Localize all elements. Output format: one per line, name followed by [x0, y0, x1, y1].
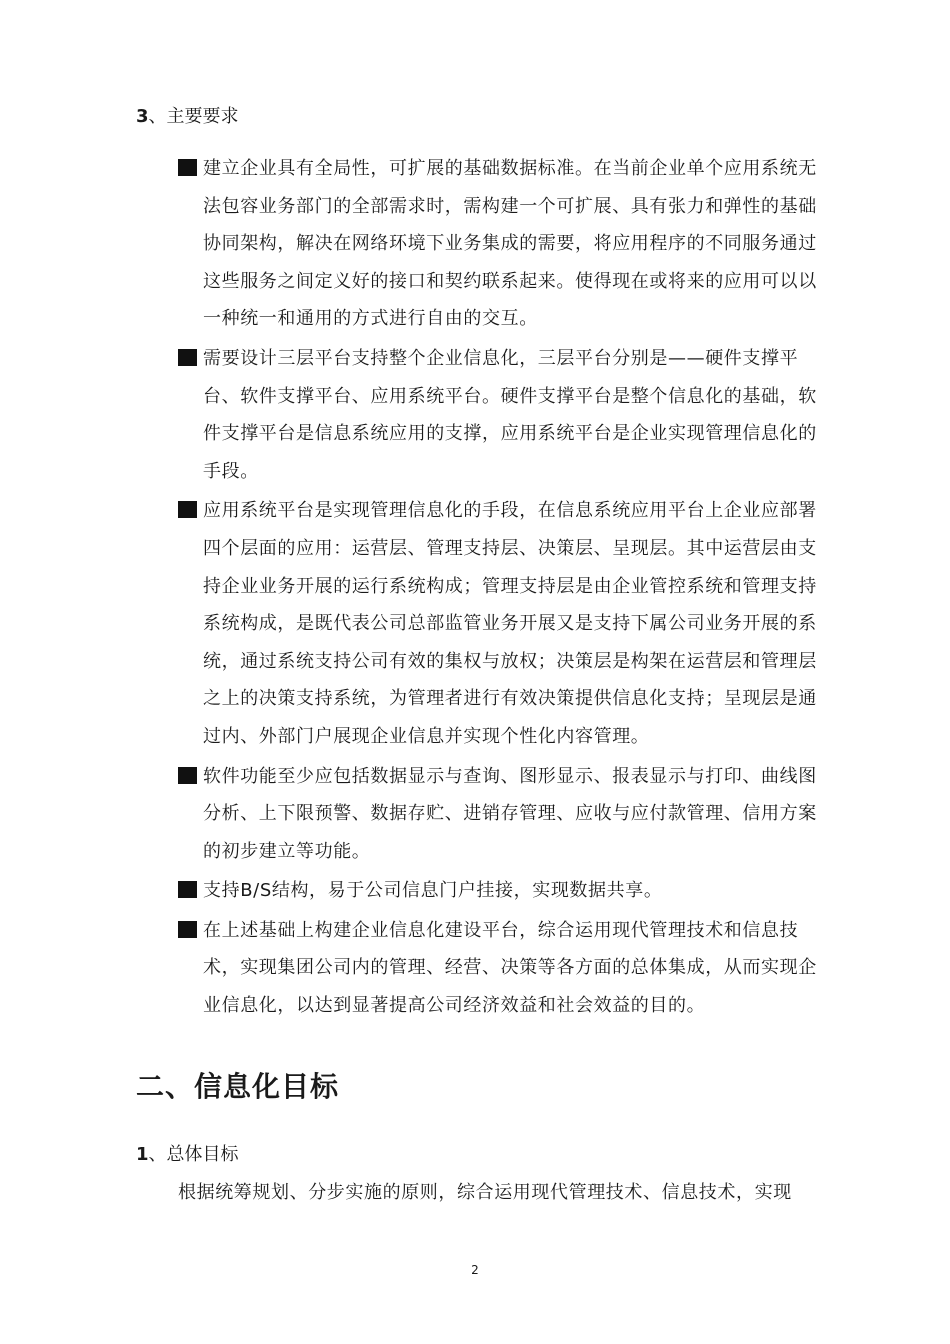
list-item-text: 建立企业具有全局性，可扩展的基础数据标准。在当前企业单个应用系统无法包容业务部门的全部需求时，需构建一个可扩展、具有张力和弹性的基础协同架构，解决在网络环境下业务集成的需要，将应用程序的不同服务通过这些服务之间定义好的接口和契约联系起来。使得现在或将来的应用可以以一种统一和通用的方式进行自由的交互。: [203, 158, 817, 330]
chapter-heading: 二、信息化目标: [136, 1070, 340, 1103]
square-bullet-icon: [178, 881, 197, 898]
list-item: [178, 758, 828, 871]
square-bullet-icon: [178, 159, 197, 176]
page-number: 2: [471, 1263, 479, 1277]
subsection-heading-overall-goal: [136, 1143, 239, 1167]
requirements-list: [178, 150, 828, 1027]
section-number: 3: [136, 106, 149, 127]
list-item-text: 支持B/S结构，易于公司信息门户挂接，实现数据共享。: [203, 880, 663, 902]
square-bullet-icon: [178, 349, 197, 366]
section-title: 、主要要求: [148, 106, 239, 127]
list-item: [178, 912, 828, 1025]
body-paragraph: 根据统筹规划、分步实施的原则，综合运用现代管理技术、信息技术，实现: [178, 1182, 792, 1203]
square-bullet-icon: [178, 921, 197, 938]
section-heading-requirements: [136, 105, 239, 129]
list-item-text: 在上述基础上构建企业信息化建设平台，综合运用现代管理技术和信息技术，实现集团公司内的管理、经营、决策等各方面的总体集成，从而实现企业信息化，以达到显著提高公司经济效益和社会效益的目的。: [203, 919, 817, 1017]
square-bullet-icon: [178, 501, 197, 518]
subsection-number: 1: [136, 1144, 149, 1165]
subsection-title: 、总体目标: [148, 1144, 239, 1165]
list-item-text: 软件功能至少应包括数据显示与查询、图形显示、报表显示与打印、曲线图分析、上下限预警、数据存贮、进销存管理、应收与应付款管理、信用方案的初步建立等功能。: [203, 765, 817, 862]
list-item-text: 需要设计三层平台支持整个企业信息化，三层平台分别是——硬件支撑平台、软件支撑平台、应用系统平台。硬件支撑平台是整个信息化的基础，软件支撑平台是信息系统应用的支撑，应用系统平台是企业实现管理信息化的手段。: [203, 347, 817, 482]
square-bullet-icon: [178, 767, 197, 784]
list-item: [178, 340, 828, 490]
list-item: [178, 492, 828, 755]
list-item: [178, 150, 828, 338]
list-item: [178, 872, 828, 910]
list-item-text: 应用系统平台是实现管理信息化的手段，在信息系统应用平台上企业应部署四个层面的应用：运营层、管理支持层、决策层、呈现层。其中运营层由支持企业业务开展的运行系统构成；管理支持层是由企业管控系统和管理支持系统构成，是既代表公司总部监管业务开展又是支持下属公司业务开展的系统，通过系统支持公司有效的集权与放权；决策层是构架在运营层和管理层之上的决策支持系统，为管理者进行有效决策提供信息化支持；呈现层是通过内、外部门户展现企业信息并实现个性化内容管理。: [203, 500, 817, 747]
